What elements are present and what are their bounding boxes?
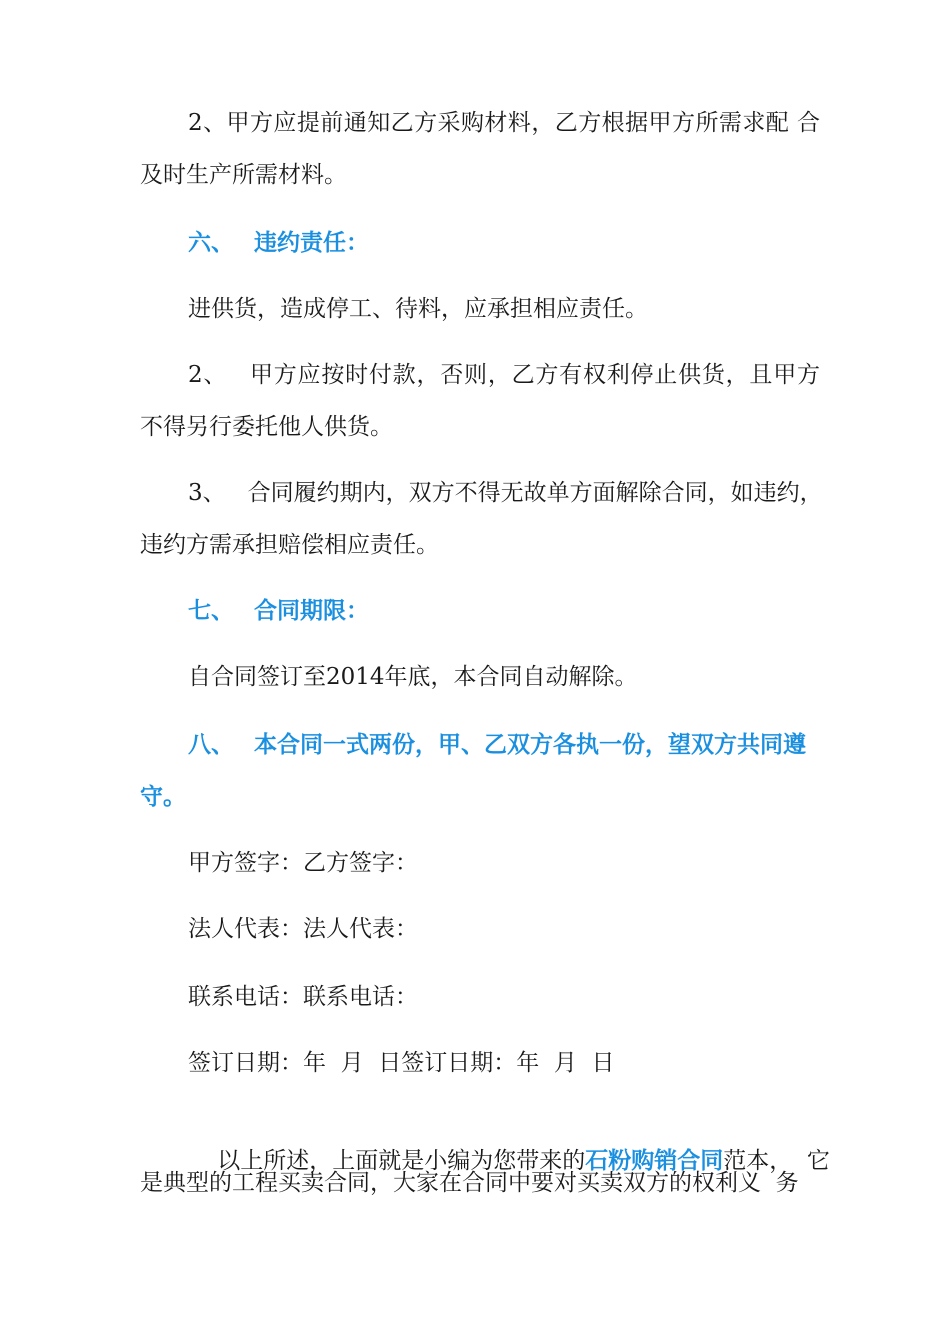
section-heading-6 — [188, 228, 820, 258]
closing-text-post: 范本， 它 — [723, 1148, 830, 1174]
clause-5-2-line-1: 2、甲方应提前通知乙方采购材料，乙方根据甲方所需求配 合 — [188, 110, 820, 136]
section-heading-7 — [188, 596, 820, 626]
section-6-title: 违约责任： — [254, 229, 369, 256]
clause-6-2-number: 2、 — [188, 362, 228, 388]
clause-6-2-line-2: 不得另行委托他人供货。 — [140, 414, 393, 440]
phone-line: 联系电话：联系电话： — [188, 984, 418, 1010]
closing-line-2: 是典型的工程买卖合同，大家在合同中要对买卖双方的权利义 务 — [140, 1170, 799, 1196]
clause-6-2-text: 甲方应按时付款，否则，乙方有权利停止供货，且甲方 — [249, 362, 820, 388]
clause-5-2-line-2: 及时生产所需材料。 — [140, 162, 347, 188]
clause-6-3-text: 合同履约期内，双方不得无故单方面解除合同，如违约， — [247, 480, 823, 506]
closing-line-1 — [188, 1116, 830, 1174]
section-8-title: 本合同一式两份，甲、乙双方各执一份，望双方共同遵 — [254, 731, 806, 758]
section-7-title: 合同期限： — [254, 597, 369, 624]
section-6-number: 六、 — [188, 229, 234, 256]
clause-6-3-line-1 — [188, 478, 823, 508]
clause-6-3-line-2: 违约方需承担赔偿相应责任。 — [140, 532, 439, 558]
clause-7-1: 自合同签订至2014年底，本合同自动解除。 — [188, 664, 638, 690]
section-8-number: 八、 — [188, 731, 234, 758]
contract-link[interactable]: 石粉购销合同 — [585, 1147, 724, 1174]
section-heading-8-line-2: 守。 — [140, 783, 186, 810]
representative-line: 法人代表：法人代表： — [188, 916, 418, 942]
closing-text-pre: 以上所述，上面就是小编为您带来的 — [217, 1148, 586, 1174]
clause-6-2-line-1 — [188, 360, 820, 390]
section-7-number: 七、 — [188, 597, 234, 624]
signature-line: 甲方签字：乙方签字： — [188, 850, 418, 876]
section-heading-8-line-1 — [188, 730, 820, 760]
date-line: 签订日期：年 月 日签订日期：年 月 日 — [188, 1050, 615, 1076]
clause-6-3-number: 3、 — [188, 480, 226, 506]
clause-6-1: 进供货，造成停工、待料，应承担相应责任。 — [188, 296, 648, 322]
